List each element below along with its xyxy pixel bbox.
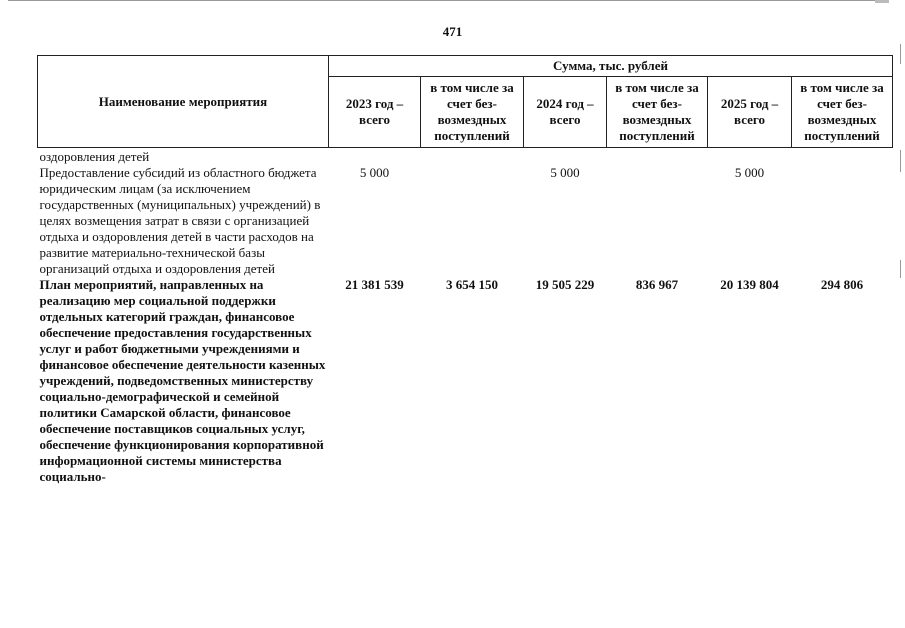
cell-2024-grants (607, 165, 708, 277)
cell-2025-total (708, 148, 792, 166)
scan-edge-mark (900, 44, 901, 64)
column-header-2024-grants: в том числе за счет без-возмездных поступлений (607, 77, 708, 148)
cell-2024-grants (607, 148, 708, 166)
column-header-name: Наименование мероприятия (38, 56, 329, 148)
column-header-sum: Сумма, тыс. рублей (329, 56, 893, 77)
cell-2025-grants: 294 806 (820, 277, 864, 292)
table-row (38, 165, 893, 277)
cell-2023-total: 21 381 539 (345, 277, 404, 292)
row-name: Предоставление субсидий из областного бюджета юридическим лицам (за исключением государственных (муниципальных) учреждений) в целях возмещения затрат в связи с организацией отдыха и оздоровления детей в части расходов на развитие материально-технической базы организаций отдыха и оздоровления детей (39, 165, 321, 276)
cell-2024-total (524, 148, 607, 166)
cell-2024-total: 19 505 229 (535, 277, 595, 292)
cell-2024-total: 5 000 (550, 165, 580, 180)
cell-2025-grants (792, 165, 893, 277)
column-header-2024-total: 2024 год – всего (524, 77, 607, 148)
cell-2023-grants (421, 148, 524, 166)
cell-2024-grants: 836 967 (635, 277, 679, 292)
column-header-2023-total: 2023 год – всего (329, 77, 421, 148)
top-border-line (8, 0, 888, 1)
table-row (38, 148, 893, 166)
scan-edge-mark (900, 150, 901, 172)
column-header-2025-grants: в том числе за счет без-возмездных поступлений (792, 77, 893, 148)
cell-2023-total (329, 148, 421, 166)
cell-2023-grants (421, 165, 524, 277)
scan-edge-mark (900, 260, 901, 278)
budget-table (37, 55, 893, 485)
page-number: 471 (442, 24, 463, 39)
table-row (38, 277, 893, 485)
row-name: оздоровления детей (39, 149, 150, 164)
cell-2025-total: 20 139 804 (720, 277, 779, 292)
cell-2025-grants (792, 148, 893, 166)
cell-2023-grants: 3 654 150 (446, 277, 498, 292)
row-name: План мероприятий, направленных на реализацию мер социальной поддержки отдельных категорий граждан, финансовое обеспечение предоставления государственных услуг и работ бюджетными учреждениями и финансовое обеспечение деятельности казенных учреждений, подведомственных министерству социально-демографической и семейной политики Самарской области, финансовое обеспечение поставщиков социальных услуг, обеспечение функционирования корпоративной информационной системы министерства социально- (39, 277, 326, 484)
cell-2025-total: 5 000 (734, 165, 765, 180)
column-header-2025-total: 2025 год – всего (708, 77, 792, 148)
scan-mark (875, 0, 889, 3)
cell-2023-total: 5 000 (359, 165, 390, 180)
column-header-2023-grants: в том числе за счет без-возмездных поступлений (421, 77, 524, 148)
